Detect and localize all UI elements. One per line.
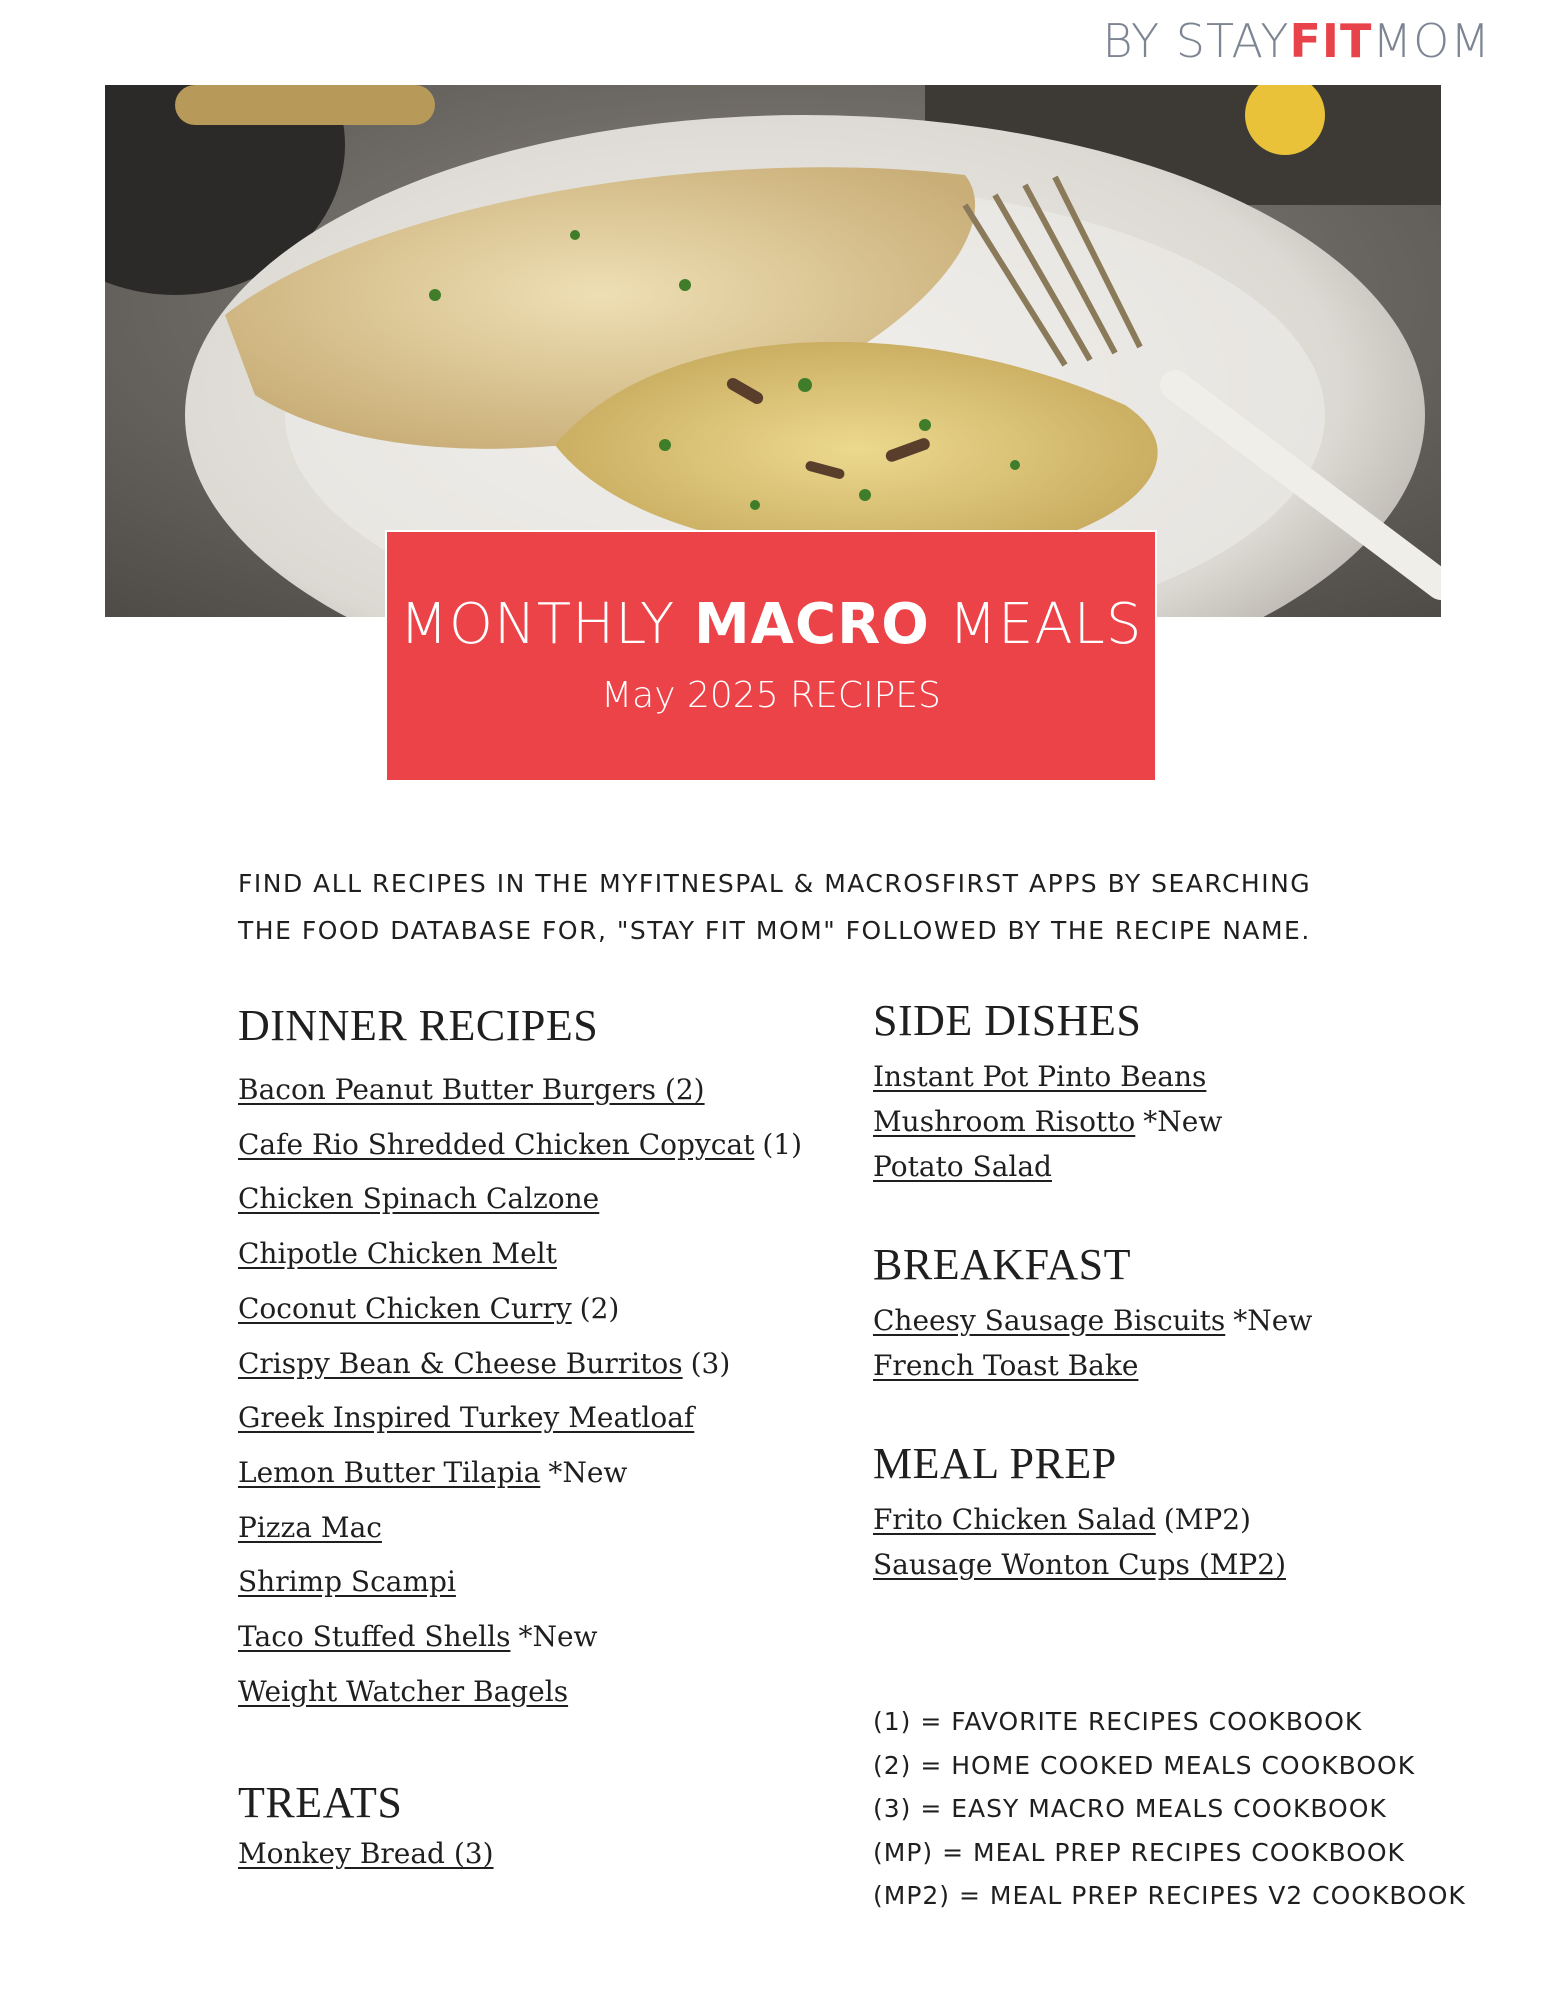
recipe-note: *New	[1233, 1304, 1313, 1337]
legend-item: (MP2) = MEAL PREP RECIPES V2 COOKBOOK	[873, 1881, 1466, 1910]
recipe-link[interactable]: Monkey Bread (3)	[238, 1837, 494, 1871]
recipe-link[interactable]: Potato Salad	[873, 1150, 1052, 1183]
dinner-section	[238, 1000, 838, 1719]
intro-line-1: FIND ALL RECIPES IN THE MYFITNESPAL & MACROSFIRST APPS BY SEARCHING	[238, 869, 1312, 898]
legend-item: (MP) = MEAL PREP RECIPES COOKBOOK	[873, 1837, 1405, 1867]
mealprep-list	[873, 1497, 1473, 1587]
page-title	[387, 592, 1155, 657]
list-item	[873, 1497, 1473, 1542]
breakfast-section	[873, 1239, 1473, 1388]
recipe-link[interactable]: Shrimp Scampi	[238, 1565, 456, 1599]
recipe-link[interactable]: Chipotle Chicken Melt	[238, 1237, 557, 1271]
dinner-heading: DINNER RECIPES	[238, 1001, 599, 1050]
sides-heading: SIDE DISHES	[873, 996, 1142, 1045]
list-item	[873, 1343, 1473, 1388]
recipe-link[interactable]: Coconut Chicken Curry	[238, 1291, 572, 1325]
recipe-link[interactable]: Taco Stuffed Shells	[238, 1620, 511, 1654]
legend-item: (1) = FAVORITE RECIPES COOKBOOK	[873, 1707, 1363, 1736]
title-post: MEALS	[929, 592, 1143, 657]
list-item	[873, 1099, 1473, 1144]
legend-item: (2) = HOME COOKED MEALS COOKBOOK	[873, 1750, 1416, 1780]
recipe-link[interactable]: Cheesy Sausage Biscuits	[873, 1304, 1226, 1337]
list-item	[238, 1555, 838, 1610]
recipe-note: (1)	[762, 1127, 803, 1161]
treats-list	[238, 1828, 838, 1880]
list-item	[238, 1227, 838, 1282]
recipe-link[interactable]: Greek Inspired Turkey Meatloaf	[238, 1401, 695, 1435]
recipe-link[interactable]: Weight Watcher Bagels	[238, 1674, 569, 1708]
recipe-link[interactable]: Sausage Wonton Cups (MP2)	[873, 1548, 1286, 1581]
recipe-note: (MP2)	[1163, 1503, 1251, 1536]
page-subtitle: May 2025 RECIPES	[601, 675, 941, 716]
list-item	[238, 1282, 838, 1337]
dinner-list	[238, 1063, 838, 1719]
mealprep-section	[873, 1438, 1473, 1587]
legend-item: (3) = EASY MACRO MEALS COOKBOOK	[873, 1794, 1387, 1823]
recipe-note: *New	[1143, 1105, 1223, 1138]
intro-text	[238, 860, 1338, 954]
cookbook-legend	[873, 1700, 1466, 1918]
recipe-link[interactable]: Frito Chicken Salad	[873, 1503, 1156, 1536]
list-item	[238, 1610, 838, 1665]
title-banner	[385, 530, 1157, 782]
list-item	[238, 1391, 838, 1446]
recipe-link[interactable]: Bacon Peanut Butter Burgers (2)	[238, 1073, 705, 1106]
title-pre: MONTHLY	[399, 592, 694, 657]
list-item	[238, 1337, 838, 1392]
recipe-link[interactable]: Chicken Spinach Calzone	[238, 1182, 600, 1216]
brand-fit: FIT	[1289, 14, 1373, 68]
recipe-note: *New	[518, 1620, 598, 1654]
treats-section	[238, 1777, 838, 1880]
recipe-link[interactable]: Mushroom Risotto	[873, 1105, 1136, 1138]
list-item	[238, 1446, 838, 1501]
right-column	[873, 995, 1473, 1587]
breakfast-list	[873, 1298, 1473, 1388]
list-item	[238, 1501, 838, 1556]
recipe-link[interactable]: French Toast Bake	[873, 1349, 1139, 1382]
brand-logo	[1102, 14, 1491, 68]
list-item	[873, 1542, 1473, 1587]
list-item	[238, 1665, 838, 1720]
brand-by: BY STAY	[1102, 14, 1290, 68]
list-item	[873, 1144, 1473, 1189]
recipe-link[interactable]: Crispy Bean & Cheese Burritos	[238, 1346, 683, 1380]
recipe-link[interactable]: Lemon Butter Tilapia	[238, 1455, 541, 1489]
sides-list	[873, 1054, 1473, 1189]
list-item	[873, 1298, 1473, 1343]
recipe-link[interactable]: Pizza Mac	[238, 1510, 382, 1544]
recipe-note: *New	[548, 1455, 628, 1489]
left-column	[238, 1000, 838, 1880]
recipe-note: (2)	[579, 1291, 620, 1325]
breakfast-heading: BREAKFAST	[873, 1240, 1131, 1289]
sides-section	[873, 995, 1473, 1189]
treats-heading: TREATS	[238, 1778, 403, 1828]
list-item	[238, 1172, 838, 1227]
list-item	[873, 1054, 1473, 1099]
recipe-link[interactable]: Cafe Rio Shredded Chicken Copycat	[238, 1127, 755, 1161]
intro-line-2: THE FOOD DATABASE FOR, "STAY FIT MOM" FOLLOWED BY THE RECIPE NAME.	[238, 916, 1311, 945]
list-item	[238, 1828, 838, 1880]
mealprep-heading: MEAL PREP	[873, 1439, 1117, 1488]
brand-mom: MOM	[1372, 14, 1491, 68]
list-item	[238, 1118, 838, 1173]
recipe-link[interactable]: Instant Pot Pinto Beans	[873, 1060, 1207, 1093]
recipe-note: (3)	[690, 1346, 731, 1380]
list-item	[238, 1063, 838, 1118]
title-bold: MACRO	[693, 592, 930, 657]
